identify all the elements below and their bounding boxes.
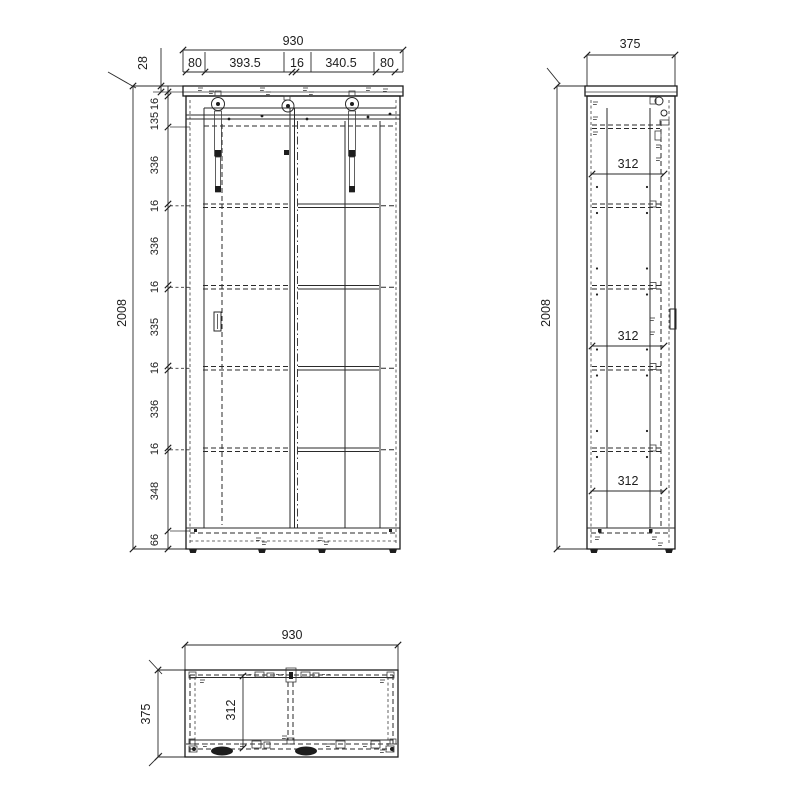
side-height-dim: [539, 68, 587, 552]
front-rail-height-dim: [136, 48, 183, 95]
front-overall-height-label: 2008: [115, 299, 129, 327]
front-micro-annotations: [198, 88, 388, 544]
front-overall-height-dim: [108, 72, 186, 552]
front-seg-80-right-label: 80: [380, 56, 394, 70]
top-internal-depth-dim: [224, 673, 246, 751]
top-internal-depth-label: 312: [224, 699, 238, 721]
front-view: [108, 34, 406, 553]
front-seg-80-left-label: 80: [188, 56, 202, 70]
front-hseg-9: 16: [149, 442, 161, 456]
top-view: [139, 628, 401, 766]
side-view: [539, 37, 678, 553]
front-hseg-2: 336: [149, 155, 161, 175]
front-width-segments-dim: [183, 50, 403, 75]
front-hseg-8: 336: [149, 399, 161, 419]
side-depth-dim: [584, 37, 678, 86]
front-roller-hardware: [212, 91, 392, 192]
side-shelf-depth-1: 312: [617, 329, 639, 343]
front-hseg-0: 16: [149, 97, 161, 111]
side-depth-label: 375: [619, 37, 641, 51]
front-hseg-6: 335: [149, 317, 161, 337]
front-hseg-3: 16: [149, 199, 161, 213]
front-seg-393-label: 393.5: [229, 56, 261, 70]
side-shelf-depth-2: 312: [617, 474, 639, 488]
front-hseg-10: 348: [149, 481, 161, 501]
front-seg-340-label: 340.5: [325, 56, 357, 70]
side-height-label: 2008: [539, 299, 553, 327]
top-width-dim: [182, 628, 401, 670]
front-hseg-5: 16: [149, 280, 161, 294]
front-hseg-7: 16: [149, 361, 161, 375]
top-depth-label: 375: [139, 703, 153, 725]
side-shelf-depth-0: 312: [617, 157, 639, 171]
front-hseg-4: 336: [149, 236, 161, 256]
side-roller-hardware: [650, 97, 669, 140]
front-hseg-1: 135: [149, 111, 161, 131]
front-overall-width-label: 930: [282, 34, 304, 48]
top-width-label: 930: [281, 628, 303, 642]
front-seg-16-label: 16: [290, 56, 304, 70]
front-hseg-11: 66: [149, 533, 161, 547]
front-height-segments-dim: [149, 86, 190, 552]
front-overall-width-dim: [180, 34, 406, 53]
front-rail-height-label: 28: [136, 56, 150, 70]
front-cabinet-geometry: [170, 86, 403, 553]
top-depth-dim: [139, 660, 185, 766]
